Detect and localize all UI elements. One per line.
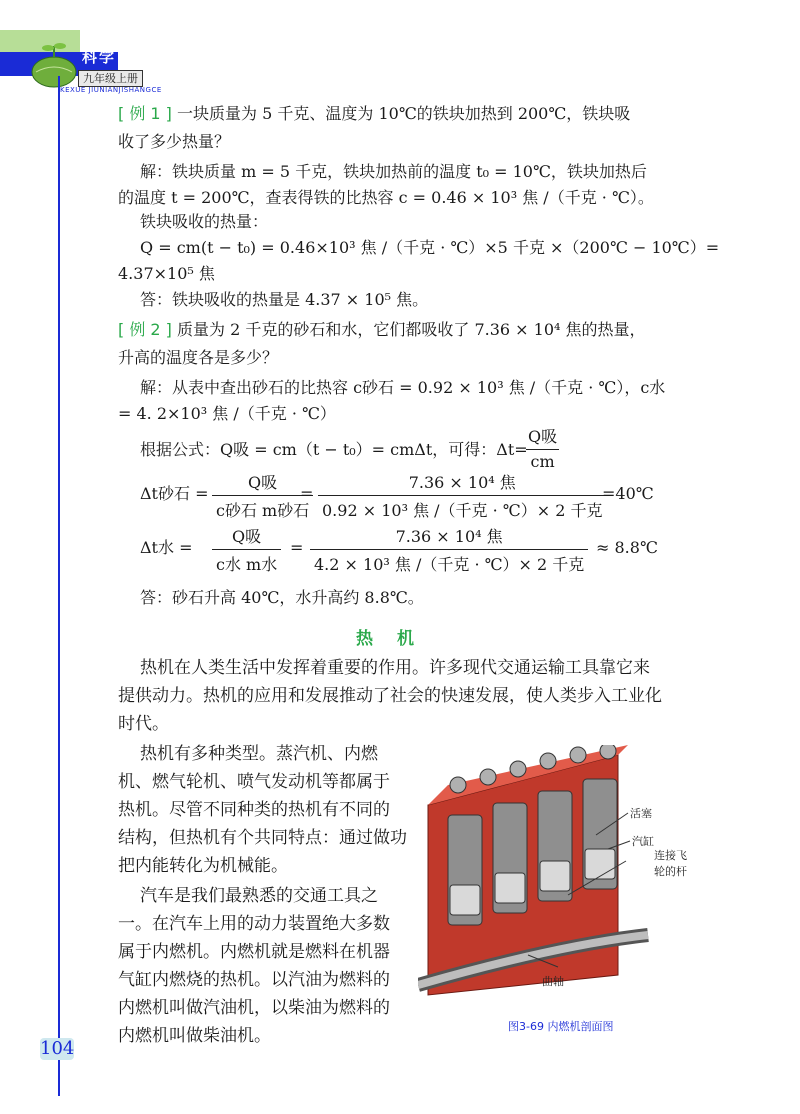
- example2-question-line2: 升高的温度各是多少？: [118, 348, 279, 367]
- para3-line2: 一。在汽车上用的动力装置绝大多数: [118, 914, 390, 934]
- sand-equals: =: [300, 484, 314, 503]
- para3-line3: 属于内燃机。内燃机就是燃料在机器: [118, 942, 390, 962]
- label-piston: 活塞: [630, 807, 652, 820]
- para2-line2: 机、燃气轮机、喷气发动机等都属于: [118, 772, 390, 792]
- para2-line4: 结构，但热机有个共同特点：通过做功: [118, 828, 407, 848]
- example1-solution-line5: 4.37×10⁵ 焦: [118, 264, 215, 283]
- formula-fraction: [524, 424, 561, 471]
- water-equals: =: [290, 538, 304, 557]
- section-title: 热机: [356, 629, 438, 649]
- water-f1-den: c水 m水: [212, 549, 281, 575]
- para3-line5: 内燃机叫做汽油机，以柴油为燃料的: [118, 998, 390, 1018]
- example1-solution-line1: 解：铁块质量 m = 5 千克，铁块加热前的温度 t₀ = 10℃，铁块加热后: [140, 162, 647, 181]
- water-fraction-2: [310, 524, 588, 575]
- water-fraction-1: [212, 524, 281, 575]
- sand-fraction-1: [212, 470, 313, 521]
- example1-tag: [ 例 1 ]: [118, 104, 172, 123]
- example2-tag: [ 例 2 ]: [118, 320, 172, 339]
- example2-solution-line1: 解：从表中查出砂石的比热容 c砂石 = 0.92 × 10³ 焦 /（千克 · ℃），c水: [140, 378, 666, 397]
- para1-line3: 时代。: [118, 714, 169, 734]
- sand-fraction-2: [318, 470, 606, 521]
- formula-den: cm: [526, 449, 558, 471]
- para1-line1: 热机在人类生活中发挥着重要的作用。许多现代交通运输工具靠它来: [140, 658, 650, 678]
- example1-q1: 一块质量为 5 千克、温度为 10℃的铁块加热到 200℃，铁块吸: [177, 104, 631, 123]
- water-f2-num: 7.36 × 10⁴ 焦: [395, 527, 503, 546]
- label-rod-2: 轮的杆: [654, 865, 687, 878]
- para1-line2: 提供动力。热机的应用和发展推动了社会的快速发展，使人类步入工业化: [118, 686, 662, 706]
- margin-rule: [58, 76, 60, 1096]
- label-rod-1: 连接飞: [654, 849, 687, 862]
- header-subject: 科学: [82, 48, 117, 66]
- para3-line1: 汽车是我们最熟悉的交通工具之: [140, 886, 378, 906]
- sand-result: =40℃: [602, 484, 654, 503]
- example1-question-line2: 收了多少热量？: [118, 132, 231, 151]
- example1-solution-line4: Q = cm(t − t₀) = 0.46×10³ 焦 /（千克 · ℃）×5 千克 ×（200℃ − 10℃）=: [140, 238, 720, 257]
- example1-answer: 答：铁块吸收的热量是 4.37 × 10⁵ 焦。: [140, 290, 429, 309]
- para2-line3: 热机。尽管不同种类的热机有不同的: [118, 800, 390, 820]
- figure-caption: 图3-69 内燃机剖面图: [508, 1020, 614, 1033]
- sand-lhs: Δt砂石 =: [140, 484, 209, 503]
- water-lhs: Δt水 =: [140, 538, 193, 557]
- water-result: ≈ 8.8℃: [596, 538, 658, 557]
- label-cylinder: 汽缸: [632, 835, 654, 848]
- sand-f2-den: 0.92 × 10³ 焦 /（千克 · ℃）× 2 千克: [318, 495, 606, 521]
- water-f2-den: 4.2 × 10³ 焦 /（千克 · ℃）× 2 千克: [310, 549, 588, 575]
- para2-line5: 把内能转化为机械能。: [118, 856, 288, 876]
- example1-solution-line3: 铁块吸收的热量：: [140, 212, 269, 231]
- globe-plant-icon: [26, 38, 82, 90]
- sand-f1-num: Q吸: [248, 473, 278, 492]
- label-crankshaft: 曲轴: [542, 975, 564, 988]
- example1-question-line1: [118, 104, 630, 124]
- example2-solution-line2: = 4. 2×10³ 焦 /（千克 · ℃）: [118, 404, 336, 423]
- para2-line1: 热机有多种类型。蒸汽机、内燃: [140, 744, 378, 764]
- page-number: 104: [40, 1038, 75, 1059]
- example2-answer: 答：砂石升高 40℃，水升高约 8.8℃。: [140, 588, 424, 607]
- sand-f1-den: c砂石 m砂石: [212, 495, 313, 521]
- example2-question-line1: [118, 320, 646, 340]
- header-pinyin: KEXUE JIUNIANJISHANGCE: [60, 86, 162, 94]
- header-grade: 九年级上册: [78, 70, 143, 87]
- para3-line4: 气缸内燃烧的热机。以汽油为燃料的: [118, 970, 390, 990]
- engine-cutaway-figure: [418, 745, 704, 1010]
- example2-formula-lead: 根据公式：Q吸 = cm（t − t₀）= cmΔt，可得：Δt=: [140, 440, 528, 459]
- water-f1-num: Q吸: [232, 527, 262, 546]
- example2-q1: 质量为 2 千克的砂石和水，它们都吸收了 7.36 × 10⁴ 焦的热量，: [177, 320, 646, 339]
- sand-f2-num: 7.36 × 10⁴ 焦: [408, 473, 516, 492]
- formula-num: Q吸: [528, 427, 558, 446]
- para3-line6: 内燃机叫做柴油机。: [118, 1026, 271, 1046]
- example1-solution-line2: 的温度 t = 200℃，查表得铁的比热容 c = 0.46 × 10³ 焦 /（千克 · ℃）。: [118, 188, 654, 207]
